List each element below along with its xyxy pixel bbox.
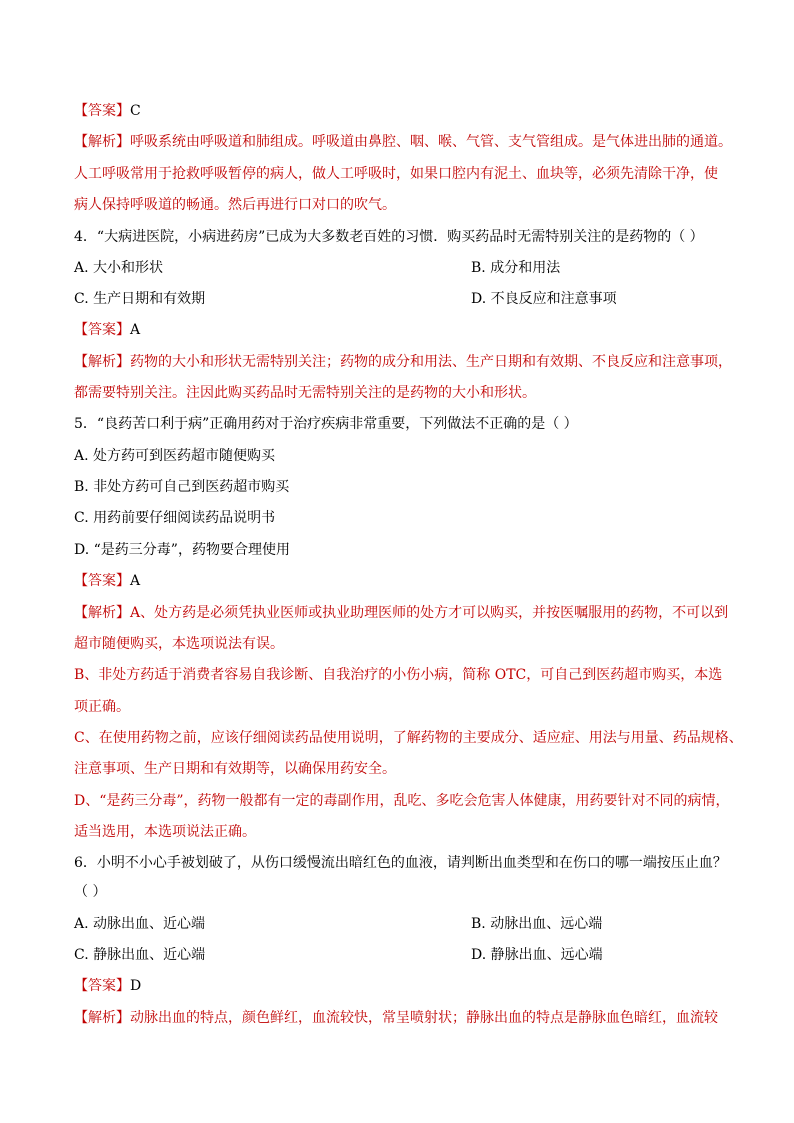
- q4-option-c: C. 生产日期和有效期: [74, 291, 206, 307]
- q3-analysis-line-3: 病人保持呼吸道的畅通。然后再进行口对口的吹气。: [74, 197, 396, 213]
- analysis-text: 药物的大小和形状无需特别关注；药物的成分和用法、生产日期和有效期、不良反应和注意事项，: [130, 354, 732, 370]
- q6-option-b: B. 动脉出血、远心端: [471, 916, 603, 932]
- q5-analysis-line-4: 项正确。: [74, 699, 130, 715]
- q4-option-b: B. 成分和用法: [471, 260, 561, 276]
- q6-stem-line-2: （ ）: [74, 884, 107, 900]
- q4-options-row-1: [74, 258, 724, 278]
- answer-label: 【答案】: [74, 103, 130, 119]
- q5-analysis-line-3: B、非处方药适于消费者容易自我诊断、自我治疗的小伤小病，简称 OTC，可自己到医药超市购买，本选: [74, 667, 723, 683]
- q6-options-row-1: [74, 914, 724, 934]
- q5-option-b: B. 非处方药可自己到医药超市购买: [74, 479, 290, 495]
- analysis-label: 【解析】: [74, 354, 130, 370]
- q4-answer: [74, 320, 724, 340]
- answer-value: A: [130, 573, 141, 589]
- q5-analysis-line-1: [74, 603, 729, 623]
- q6-option-a: A. 动脉出血、近心端: [74, 916, 206, 932]
- q6-option-d: D. 静脉出血、远心端: [471, 947, 603, 963]
- q5-option-c: C. 用药前要仔细阅读药品说明书: [74, 510, 276, 526]
- q4-stem: 4．“大病进医院，小病进药房”已成为大多数老百姓的习惯．购买药品时无需特别关注的是药物的（ ）: [74, 229, 704, 245]
- q5-analysis-line-8: 适当选用，本选项说法正确。: [74, 824, 256, 840]
- q3-analysis-line-2: 人工呼吸常用于抢救呼吸暂停的病人，做人工呼吸时，如果口腔内有泥土、血块等，必须先清除干净，使: [74, 166, 718, 182]
- q4-option-d: D. 不良反应和注意事项: [471, 291, 617, 307]
- q4-options-row-2: [74, 289, 724, 309]
- q5-option-d: D. “是药三分毒”，药物要合理使用: [74, 542, 290, 558]
- analysis-text: 动脉出血的特点，颜色鲜红，血流较快，常呈喷射状；静脉出血的特点是静脉血色暗红，血流较: [130, 1010, 718, 1026]
- answer-label: 【答案】: [74, 322, 130, 338]
- answer-value: C: [130, 103, 141, 119]
- q4-analysis-line-2: 都需要特别关注。注因此购买药品时无需特别关注的是药物的大小和形状。: [74, 385, 536, 401]
- q5-analysis-line-7: D、“是药三分毒”，药物一般都有一定的毒副作用，乱吃、多吃会危害人体健康，用药要针对不同的病情，: [74, 793, 730, 809]
- analysis-label: 【解析】: [74, 134, 130, 150]
- q4-analysis-line-1: [74, 352, 732, 372]
- q3-answer: [74, 101, 724, 121]
- q5-analysis-line-2: 超市随便购买，本选项说法有误。: [74, 636, 284, 652]
- analysis-text: A、处方药是必须凭执业医师或执业助理医师的处方才可以购买，并按医嘱服用的药物，不可以到: [130, 605, 729, 621]
- q4-option-a: A. 大小和形状: [74, 260, 164, 276]
- answer-value: D: [130, 978, 142, 994]
- answer-label: 【答案】: [74, 573, 130, 589]
- q5-answer: [74, 571, 724, 591]
- q5-option-a: A. 处方药可到医药超市随便购买: [74, 448, 276, 464]
- analysis-label: 【解析】: [74, 605, 130, 621]
- q5-stem: 5．“良药苦口利于病”正确用药对于治疗疾病非常重要，下列做法不正确的是（ ）: [74, 416, 578, 432]
- q5-analysis-line-5: C、在使用药物之前，应该仔细阅读药品使用说明，了解药物的主要成分、适应症、用法与用量、药品规格、: [74, 730, 743, 746]
- answer-label: 【答案】: [74, 978, 130, 994]
- q3-analysis-line-1: [74, 132, 732, 152]
- q6-analysis-line-1: [74, 1008, 724, 1028]
- q6-option-c: C. 静脉出血、近心端: [74, 947, 206, 963]
- q6-options-row-2: [74, 945, 724, 965]
- analysis-label: 【解析】: [74, 1010, 130, 1026]
- answer-value: A: [130, 322, 141, 338]
- q6-stem-line-1: 6．小明不小心手被划破了，从伤口缓慢流出暗红色的血液，请判断出血类型和在伤口的哪一端按压止血？: [74, 855, 727, 871]
- q6-answer: [74, 976, 724, 996]
- analysis-text: 呼吸系统由呼吸道和肺组成。呼吸道由鼻腔、咽、喉、气管、支气管组成。是气体进出肺的通道。: [130, 134, 732, 150]
- q5-analysis-line-6: 注意事项、生产日期和有效期等，以确保用药安全。: [74, 761, 396, 777]
